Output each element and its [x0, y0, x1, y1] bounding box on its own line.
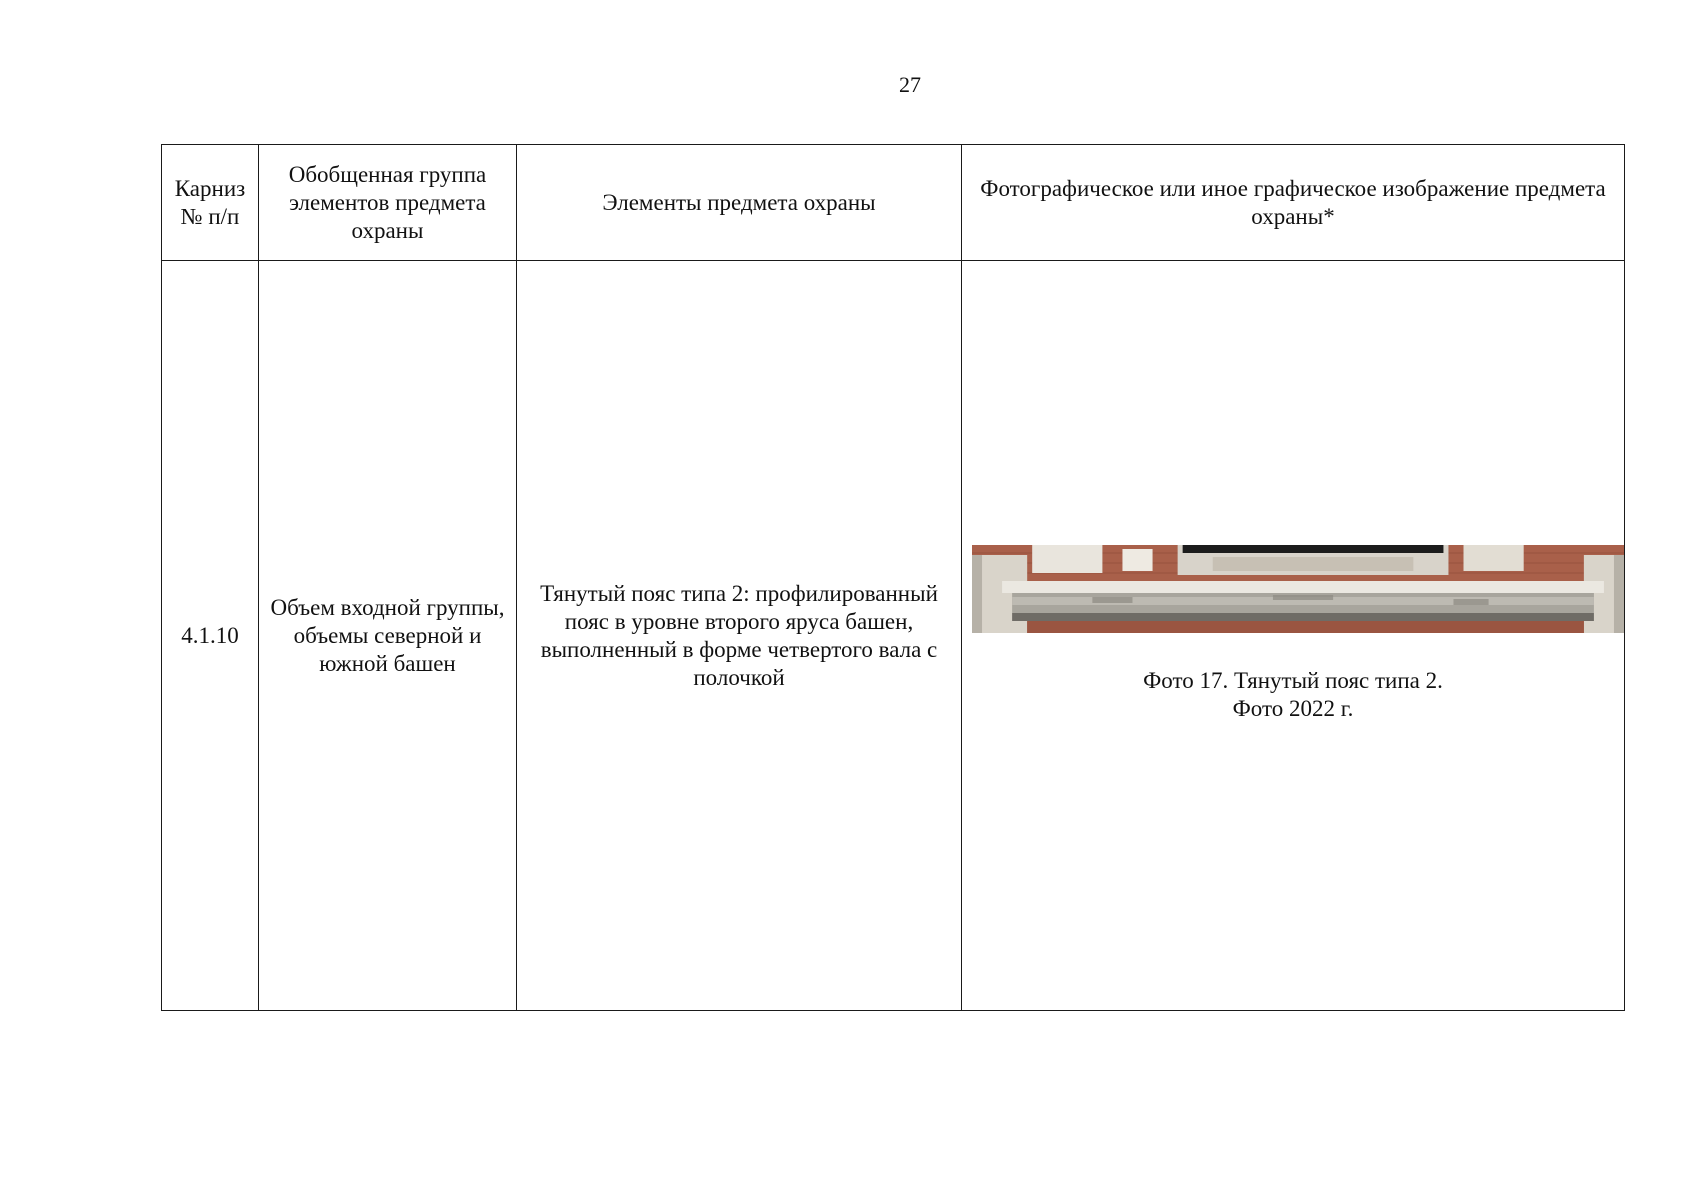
row-photo-cell: [962, 261, 1625, 1011]
page-number: 27: [899, 72, 921, 97]
photo-caption-title: Фото 17. Тянутый пояс типа 2.: [1143, 668, 1443, 693]
header-protection-elements: Элементы предмета охраны: [517, 145, 962, 261]
cornice-photo: [972, 545, 1624, 633]
protection-elements-table: [161, 144, 1625, 1011]
header-cornice-number-label: Карниз № п/п: [174, 175, 246, 229]
row-element: Тянутый пояс типа 2: профилированный пояс в уровне второго яруса башен, выполненный в форме четвертого вала с полочкой: [517, 261, 962, 1011]
table-header-row: [162, 145, 1625, 261]
photo-caption-date: Фото 2022 г.: [1232, 696, 1354, 721]
cornice-photo-image: [972, 545, 1624, 633]
row-group: Объем входной группы, объемы северной и южной башен: [259, 261, 517, 1011]
header-cornice-number: [162, 145, 259, 261]
photo-caption: [962, 667, 1624, 723]
row-number: 4.1.10: [162, 261, 259, 1011]
header-element-group: Обобщенная группа элементов предмета охраны: [259, 145, 517, 261]
header-photo: Фотографическое или иное графическое изображение предмета охраны*: [962, 145, 1625, 261]
table-row: [162, 261, 1625, 1011]
